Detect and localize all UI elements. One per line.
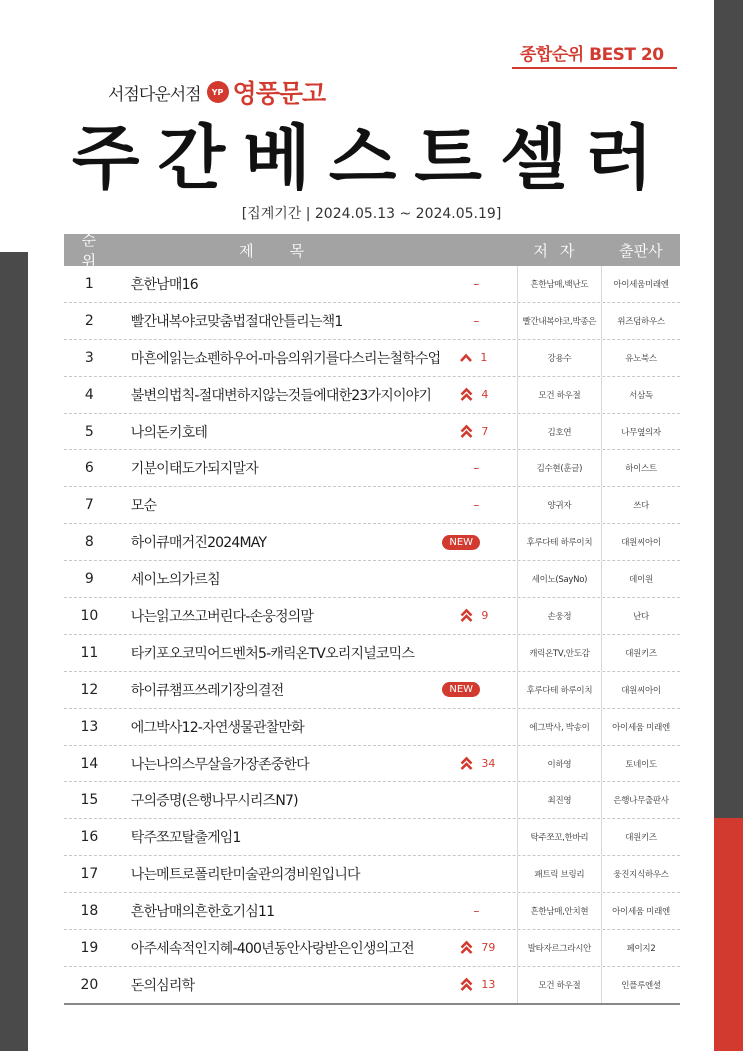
row-author: 캐릭온TV,안도감 (517, 635, 601, 671)
row-author: 최진영 (517, 782, 601, 818)
row-publisher: 토네이도 (601, 746, 680, 782)
row-rank: 20 (80, 976, 99, 993)
rank-up-indicator (460, 977, 495, 992)
row-title: 구의증명(은행나무시리즈N7) (130, 793, 298, 810)
table-row (64, 266, 680, 303)
header-author: 저자 (533, 241, 587, 260)
row-author: 김수현(훈글) (517, 450, 601, 486)
row-author: 흔한남매,안치현 (517, 893, 601, 929)
row-title: 에그박사12-자연생물관찰만화 (130, 719, 304, 736)
table-row (64, 524, 680, 561)
row-title: 하이큐챔프쓰레기장의결전 (130, 682, 284, 699)
row-change (462, 967, 516, 1003)
row-title: 나는메트로폴리탄미술관의경비원입니다 (130, 867, 360, 884)
row-change (462, 819, 516, 855)
row-change (462, 303, 516, 339)
row-change (449, 672, 516, 708)
new-badge: NEW (442, 535, 480, 550)
row-author: 김호연 (517, 414, 601, 450)
row-change (462, 930, 516, 966)
row-title: 나는나의스무살을가장존중한다 (130, 756, 309, 773)
row-publisher: 대원키즈 (601, 819, 680, 855)
rank-up-value: 9 (481, 609, 489, 623)
table-row (64, 856, 680, 893)
row-author: 에그박사, 박송이 (517, 709, 601, 745)
table-row (64, 709, 680, 746)
row-rank: 2 (84, 312, 94, 329)
row-rank: 4 (84, 386, 94, 403)
row-publisher: 페이지2 (601, 930, 680, 966)
no-change-icon: – (473, 276, 480, 291)
double-chevron-up-icon (460, 756, 473, 771)
row-rank: 19 (80, 939, 99, 956)
row-change (462, 450, 516, 486)
no-change-icon: – (473, 313, 480, 328)
row-change (462, 782, 516, 818)
rank-up-value: 1 (480, 351, 488, 365)
table-row (64, 598, 680, 635)
row-change (462, 635, 516, 671)
rank-up-indicator (460, 756, 495, 771)
rank-up-value: 7 (481, 425, 489, 438)
row-rank: 8 (84, 534, 94, 551)
row-rank: 9 (84, 571, 94, 588)
rank-up-indicator (460, 387, 488, 402)
row-author: 세이노(SayNo) (517, 561, 601, 597)
row-rank: 10 (80, 607, 99, 624)
row-author: 양귀자 (517, 487, 601, 523)
row-change (462, 746, 516, 782)
no-change-icon: – (473, 498, 480, 513)
rank-up-indicator (460, 608, 488, 623)
table-row (64, 746, 680, 783)
table-row (64, 672, 680, 709)
row-change (462, 377, 516, 413)
double-chevron-up-icon (460, 940, 473, 955)
row-change (462, 340, 516, 376)
row-author: 모건 하우절 (517, 377, 601, 413)
row-title: 흔한남매의흔한호기심11 (130, 904, 275, 921)
table-row (64, 930, 680, 967)
right-accent-bar (714, 818, 743, 1051)
table-row (64, 303, 680, 340)
rank-up-indicator (460, 940, 495, 955)
row-title: 하이큐매거진2024MAY (130, 535, 267, 552)
row-title: 마흔에읽는쇼펜하우어-마음의위기를다스리는철학수업 (130, 350, 441, 367)
row-publisher: 하이스트 (601, 450, 680, 486)
row-title: 돈의심리학 (130, 977, 195, 994)
row-rank: 3 (84, 349, 94, 366)
row-publisher: 데이원 (601, 561, 680, 597)
rank-up-value: 34 (481, 757, 496, 771)
no-change-icon: – (473, 904, 480, 919)
left-side-bar (0, 252, 28, 1051)
table-row (64, 561, 680, 598)
row-publisher: 난다 (601, 598, 680, 634)
row-publisher: 대원씨아이 (601, 524, 680, 560)
brand-logo (108, 77, 325, 107)
row-author: 이하영 (517, 746, 601, 782)
row-author: 손웅정 (517, 598, 601, 634)
row-rank: 16 (80, 829, 99, 846)
row-change (462, 893, 516, 929)
row-publisher: 아이세움 미래엔 (601, 893, 680, 929)
row-publisher: 아이세움 미래엔 (601, 709, 680, 745)
row-publisher: 위즈덤하우스 (601, 303, 680, 339)
row-rank: 13 (80, 718, 99, 735)
double-chevron-up-icon (460, 977, 473, 992)
row-author: 모건 하우절 (517, 967, 601, 1003)
brand-tagline: 서점다운서점 (108, 84, 201, 105)
row-title: 흔한남매16 (130, 276, 198, 293)
table-header (64, 231, 680, 270)
row-title: 빨간내복야코맞춤법절대안틀리는책1 (130, 313, 343, 330)
ranking-tag-underline (512, 67, 677, 69)
row-rank: 15 (80, 792, 99, 809)
rank-up-indicator (460, 424, 488, 439)
row-change (462, 266, 516, 302)
table-row (64, 377, 680, 414)
row-author: 강용수 (517, 340, 601, 376)
row-publisher: 대원키즈 (601, 635, 680, 671)
row-rank: 1 (84, 275, 94, 292)
row-author: 패트릭 브링리 (517, 856, 601, 892)
row-author: 후루다테 하루이치 (517, 524, 601, 560)
row-title: 불변의법칙-절대변하지않는것들에대한23가지이야기 (130, 387, 432, 404)
brand-name: 영풍문고 (232, 79, 326, 108)
page-title: 주간베스트셀러 (71, 117, 672, 199)
row-publisher: 나무옆의자 (601, 414, 680, 450)
row-publisher: 대원씨아이 (601, 672, 680, 708)
table-row (64, 450, 680, 487)
row-publisher: 쓰다 (601, 487, 680, 523)
row-title: 세이노의가르침 (130, 572, 220, 589)
header-rank: 순위 (81, 231, 109, 270)
table-row (64, 782, 680, 819)
row-author: 후루다테 하루이치 (517, 672, 601, 708)
row-change (462, 561, 516, 597)
row-author: 빨간내복야코,박종은 (517, 303, 601, 339)
period-text: [집계기간 | 2024.05.13 ~ 2024.05.19] (241, 206, 502, 222)
row-title: 타키포오코믹어드벤처5-캐릭온TV오리지널코믹스 (130, 645, 415, 662)
row-publisher: 인플루엔셜 (601, 967, 680, 1003)
row-publisher: 아이세움미래엔 (601, 266, 680, 302)
row-title: 나는읽고쓰고버린다-손웅정의말 (130, 608, 314, 625)
header-title: 제목 (239, 241, 341, 260)
row-change (462, 598, 516, 634)
row-publisher: 유노북스 (601, 340, 680, 376)
row-change (462, 709, 516, 745)
table-row (64, 340, 680, 377)
ranking-tag: 종합순위 BEST 20 (520, 45, 664, 65)
row-change (462, 856, 516, 892)
row-rank: 11 (80, 644, 99, 661)
row-rank: 5 (84, 423, 94, 440)
table-row (64, 487, 680, 524)
double-chevron-up-icon (460, 424, 473, 439)
row-title: 기분이태도가되지말자 (130, 461, 258, 478)
row-change (462, 487, 516, 523)
row-title: 탁주쪼꼬탈출게임1 (130, 830, 241, 847)
yp-logo-icon: YP (207, 81, 229, 103)
row-author: 발타자르그라시안 (517, 930, 601, 966)
row-rank: 18 (80, 903, 99, 920)
row-publisher: 은행나무출판사 (601, 782, 680, 818)
row-title: 나의돈키호테 (130, 424, 208, 441)
table-row (64, 635, 680, 672)
row-rank: 12 (80, 681, 99, 698)
table-row (64, 414, 680, 451)
row-rank: 7 (84, 497, 94, 514)
new-badge: NEW (442, 682, 480, 697)
rank-up-value: 79 (481, 941, 496, 955)
double-chevron-up-icon (460, 387, 473, 402)
rank-up-indicator (460, 351, 487, 364)
row-change (449, 524, 516, 560)
table-row (64, 893, 680, 930)
row-change (462, 414, 516, 450)
table-row (64, 967, 680, 1005)
rank-up-value: 13 (481, 978, 496, 992)
row-rank: 17 (80, 866, 99, 883)
row-rank: 14 (80, 755, 99, 772)
chevron-up-icon (460, 353, 472, 362)
table-row (64, 819, 680, 856)
header-publisher: 출판사 (619, 241, 663, 260)
row-rank: 6 (84, 460, 94, 477)
bestseller-table (64, 231, 680, 1005)
rank-up-value: 4 (481, 388, 489, 402)
row-author: 탁주쪼꼬,한바리 (517, 819, 601, 855)
double-chevron-up-icon (460, 608, 473, 623)
no-change-icon: – (473, 461, 480, 476)
row-title: 모순 (130, 498, 157, 515)
row-author: 흔한남매,백난도 (517, 266, 601, 302)
row-title: 아주세속적인지혜-400년동안사랑받은인생의고전 (130, 940, 414, 957)
row-publisher: 웅진지식하우스 (601, 856, 680, 892)
table-body (64, 266, 680, 1005)
row-publisher: 서삼독 (601, 377, 680, 413)
